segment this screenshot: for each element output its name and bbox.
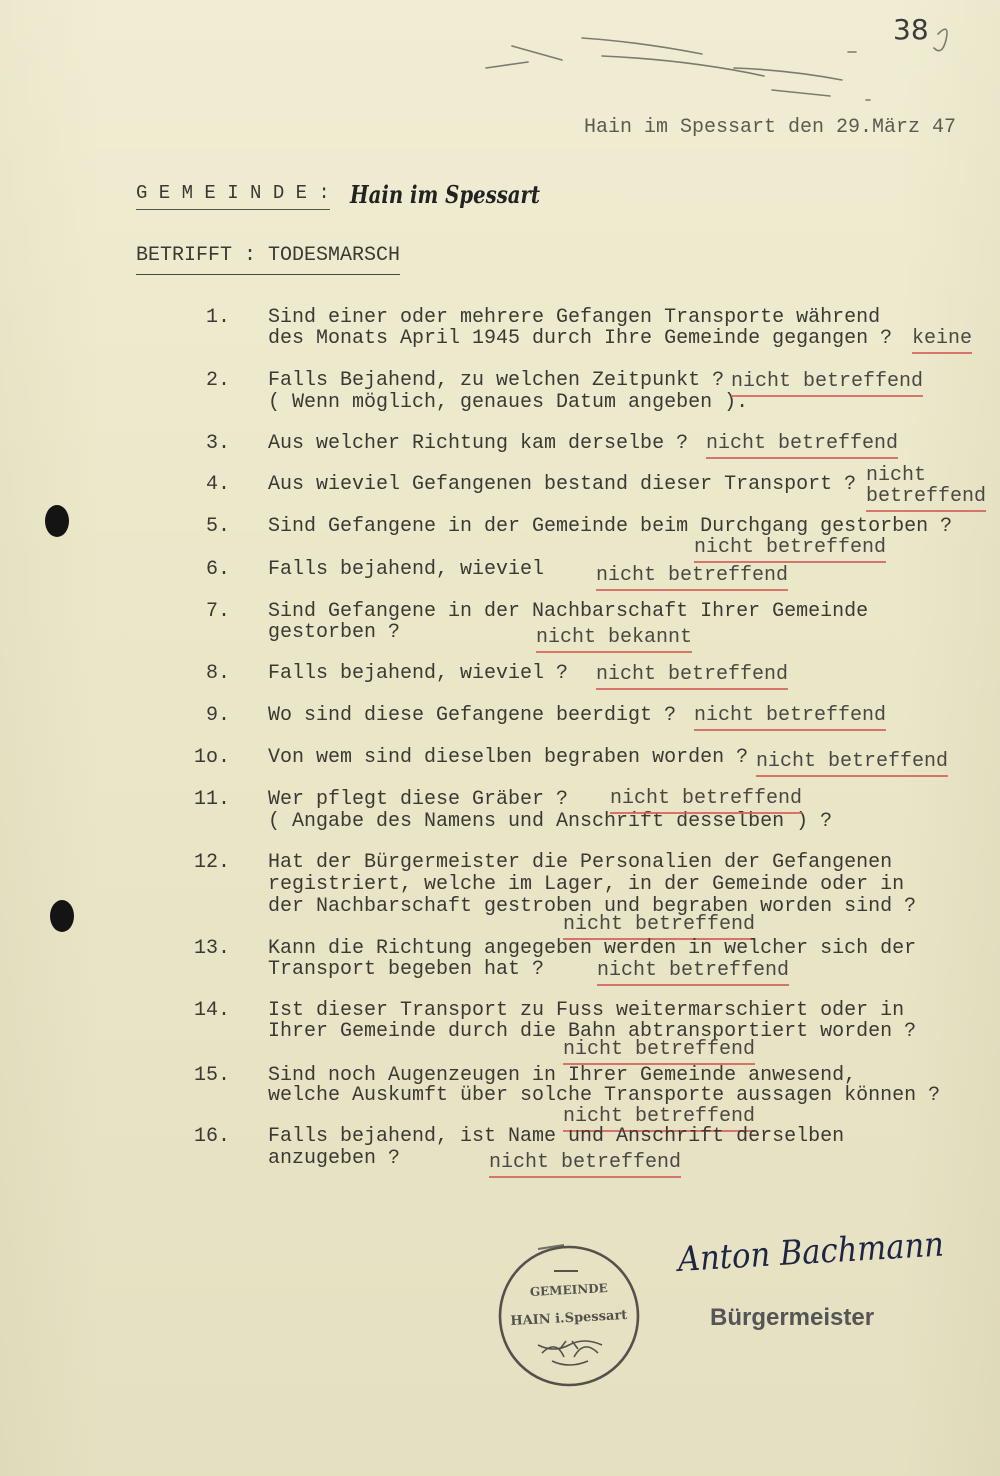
pencil-marks bbox=[0, 0, 1000, 120]
punch-hole bbox=[45, 505, 69, 537]
answer: nicht betreffend bbox=[596, 664, 788, 690]
question-number: 13. bbox=[193, 937, 230, 960]
question-text: Hat der Bürgermeister die Personalien der Gefangenen bbox=[268, 851, 893, 874]
gemeinde-label: G E M E I N D E : bbox=[136, 182, 330, 210]
question-text: registriert, welche im Lager, in der Gemeinde oder in bbox=[268, 873, 905, 896]
question-text: Aus wieviel Gefangenen bestand dieser Transport ? bbox=[268, 473, 857, 496]
question-text: Wo sind diese Gefangene beerdigt ? bbox=[268, 704, 677, 727]
answer: nicht betreffend bbox=[597, 960, 789, 986]
question-text: Ihrer Gemeinde durch die Bahn abtransportiert worden ? bbox=[268, 1020, 917, 1043]
stamp-text-gemeinde: GEMEINDE bbox=[529, 1280, 609, 1300]
question-text: Falls bejahend, ist Name und Anschrift derselben bbox=[268, 1125, 845, 1148]
question-number: 1o. bbox=[193, 746, 230, 769]
question-number: 16. bbox=[193, 1125, 230, 1148]
question-text: Wer pflegt diese Gräber ? bbox=[268, 788, 569, 811]
answer: keine bbox=[912, 328, 972, 354]
question-text: anzugeben ? bbox=[268, 1147, 401, 1170]
signature: Anton Bachmann bbox=[677, 1224, 945, 1280]
answer: nicht betreffend bbox=[731, 371, 923, 397]
question-text: Sind Gefangene in der Gemeinde beim Durchgang gestorben ? bbox=[268, 515, 953, 538]
signature-title: Bürgermeister bbox=[710, 1304, 875, 1331]
answer: nicht betreffend bbox=[563, 1106, 755, 1132]
question-number: 7. bbox=[205, 600, 230, 623]
question-text: Falls bejahend, wieviel ? bbox=[268, 662, 569, 685]
answer: nicht betreffend bbox=[610, 788, 802, 814]
stamp-text-town: HAIN i.Spessart bbox=[510, 1307, 628, 1330]
answer: nicht bbox=[866, 464, 927, 487]
answer: nicht betreffend bbox=[756, 751, 948, 777]
question-text: der Nachbarschaft gestroben und begraben worden sind ? bbox=[268, 895, 917, 918]
question-number: 1. bbox=[205, 306, 230, 329]
question-number: 6. bbox=[205, 558, 230, 581]
answer: betreffend bbox=[866, 486, 986, 512]
answer: nicht betreffend bbox=[694, 705, 886, 731]
municipal-stamp bbox=[494, 1241, 644, 1391]
question-text: Sind noch Augenzeugen in Ihrer Gemeinde anwesend, bbox=[268, 1064, 857, 1087]
dateline: Hain im Spessart den 29.März 47 bbox=[584, 116, 957, 139]
question-text: Sind Gefangene in der Nachbarschaft Ihrer Gemeinde bbox=[268, 600, 869, 623]
gemeinde-name-stamp: Hain im Spessart bbox=[350, 180, 540, 209]
question-text: Von wem sind dieselben begraben worden ? bbox=[268, 746, 749, 769]
question-number: 4. bbox=[205, 473, 230, 496]
question-number: 11. bbox=[193, 788, 230, 811]
answer: nicht bekannt bbox=[536, 627, 692, 653]
question-text: Ist dieser Transport zu Fuss weitermarschiert oder in bbox=[268, 999, 905, 1022]
stamp-emblem bbox=[538, 1341, 602, 1365]
question-text: Sind einer oder mehrere Gefangen Transporte während bbox=[268, 306, 881, 329]
answer: nicht betreffend bbox=[694, 537, 886, 563]
answer: nicht betreffend bbox=[596, 565, 788, 591]
question-number: 12. bbox=[193, 851, 230, 874]
question-number: 2. bbox=[205, 369, 230, 392]
question-text: Aus welcher Richtung kam derselbe ? bbox=[268, 432, 689, 455]
answer: nicht betreffend bbox=[563, 1039, 755, 1065]
answer: nicht betreffend bbox=[489, 1152, 681, 1178]
answer: nicht betreffend bbox=[563, 914, 755, 940]
question-number: 3. bbox=[205, 432, 230, 455]
question-number: 8. bbox=[205, 662, 230, 685]
question-number: 14. bbox=[193, 999, 230, 1022]
punch-hole bbox=[50, 900, 74, 932]
question-text: Falls Bejahend, zu welchen Zeitpunkt ? bbox=[268, 369, 725, 392]
question-number: 5. bbox=[205, 515, 230, 538]
question-text: ( Wenn möglich, genaues Datum angeben ). bbox=[268, 391, 749, 414]
subject-line: BETRIFFT : TODESMARSCH bbox=[136, 245, 400, 275]
question-text: Falls bejahend, wieviel bbox=[268, 558, 545, 581]
question-text: Transport begeben hat ? bbox=[268, 958, 545, 981]
answer: nicht betreffend bbox=[706, 433, 898, 459]
question-text: gestorben ? bbox=[268, 621, 401, 644]
question-text: Kann die Richtung angegeben werden in welcher sich der bbox=[268, 937, 917, 960]
page-number: 38 bbox=[893, 13, 929, 46]
question-text: ( Angabe des Namens und Anschrift desselben ) ? bbox=[268, 810, 833, 833]
question-text: des Monats April 1945 durch Ihre Gemeinde gegangen ? bbox=[268, 327, 893, 350]
question-number: 9. bbox=[205, 704, 230, 727]
question-text: welche Auskumft über solche Transporte aussagen können ? bbox=[268, 1084, 941, 1107]
question-number: 15. bbox=[193, 1064, 230, 1087]
